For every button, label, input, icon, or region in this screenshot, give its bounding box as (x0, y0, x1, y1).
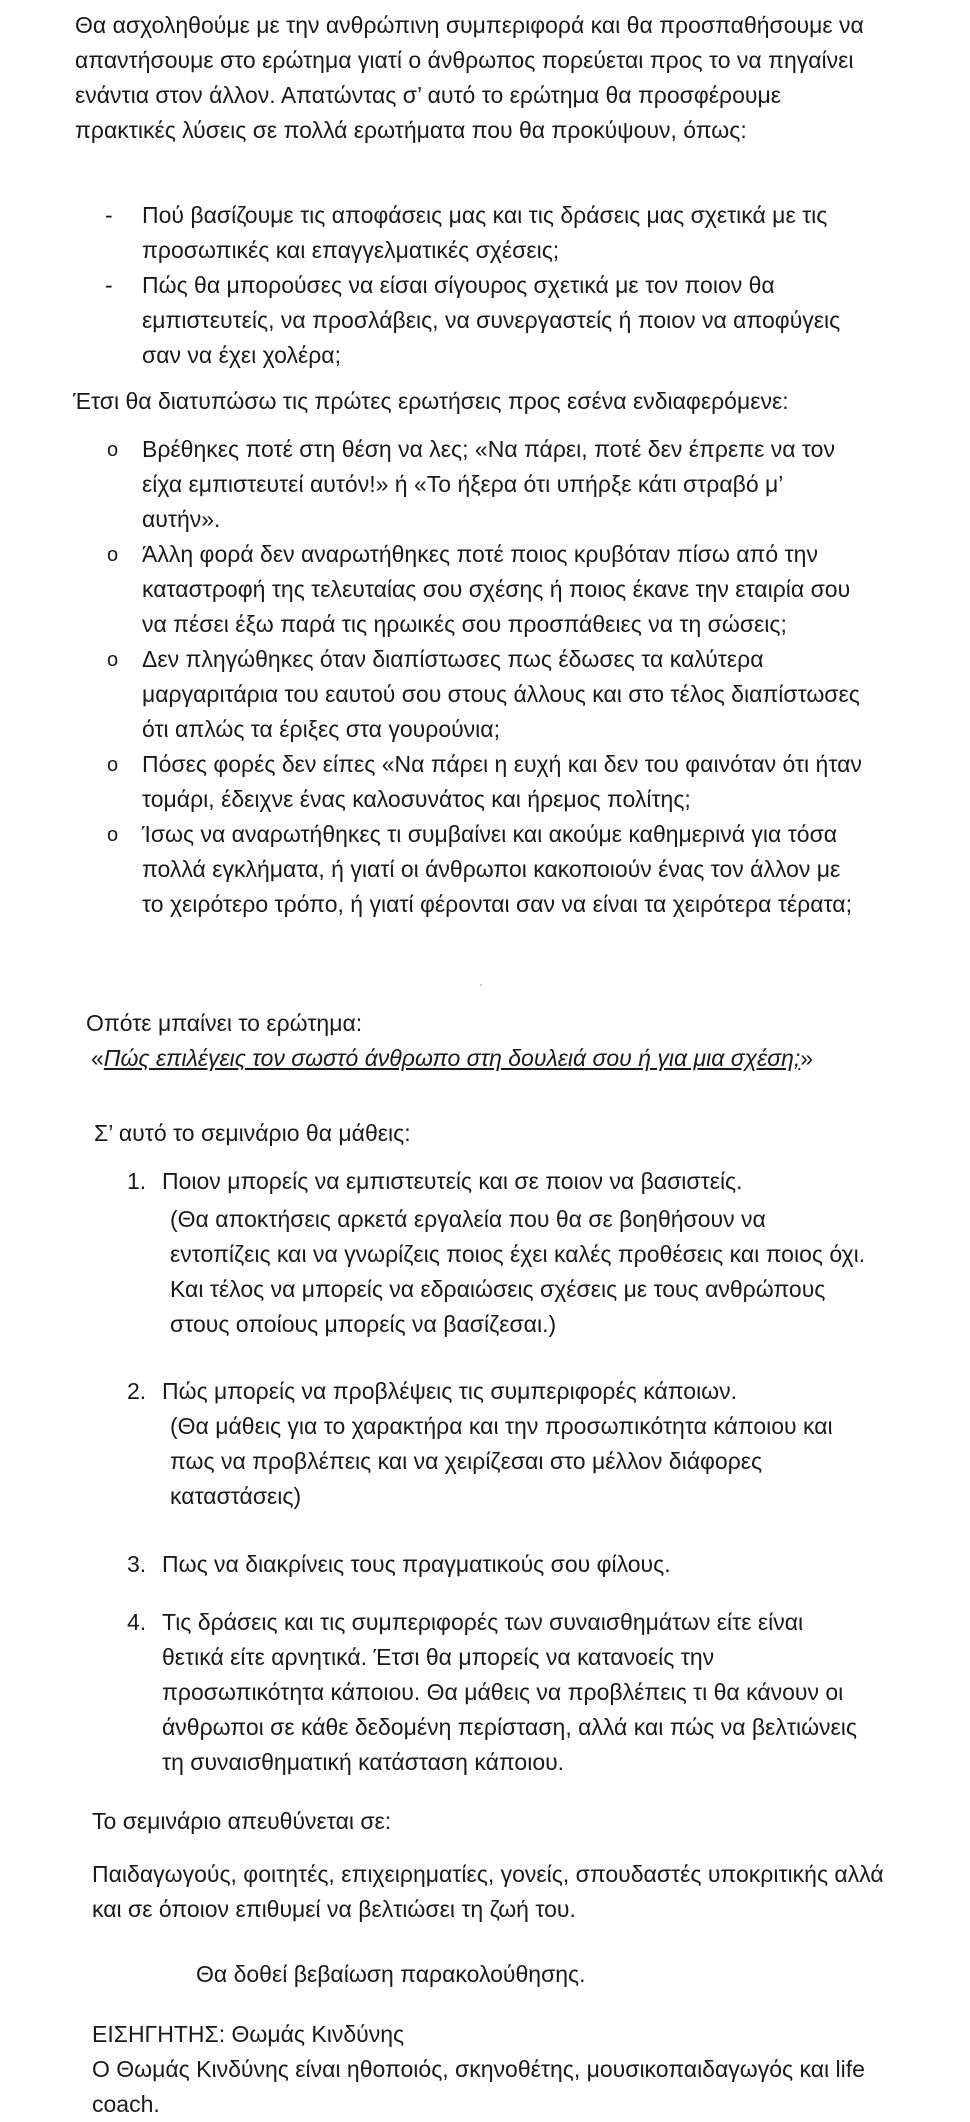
intro-paragraph: Θα ασχοληθούμε με την ανθρώπινη συμπεριφορά και θα προσπαθήσουμε να απαντήσουμε στο ερώτημα γιατί ο άνθρωπος πορεύεται προς το να πηγαίνει ενάντια στον άλλον. Απατώντας σ’ αυτό το ερώτημα θα προσφέρουμε πρακτικές λύσεις σε πολλά ερωτήματα που θα προκύψουν, όπως: (75, 12, 864, 143)
list-item-text: Ίσως να αναρωτήθηκες τι συμβαίνει και ακούμε καθημερινά για τόσα πολλά εγκλήματα, ή γιατί οι άνθρωποι κακοποιούν ένας τον άλλον με το χειρότερο τρόπο, ή γιατί φέρονται σαν να είναι τα χειρότερα τέρατα; (142, 821, 852, 917)
list-item-text: Πού βασίζουμε τις αποφάσεις μας και τις δράσεις μας σχετικά με τις προσωπικές και επαγγελματικές σχέσεις; (142, 202, 828, 263)
item-number: 4. (127, 1609, 147, 1635)
list-item-text: Πόσες φορές δεν είπες «Να πάρει η ευχή και δεν του φαινόταν ότι ήταν τομάρι, έδειχνε ένας καλοσυνάτος και ήρεμος πολίτης; (142, 751, 862, 812)
list-item (127, 1374, 867, 1514)
key-question-lead: Οπότε μπαίνει το ερώτημα: (86, 1010, 363, 1036)
item-title: Πως να διακρίνεις τους πραγματικούς σου φίλους. (162, 1551, 671, 1577)
audience-lead: Το σεμινάριο απευθύνεται σε: (92, 1808, 392, 1834)
list-item (127, 1605, 867, 1780)
item-number: 3. (127, 1551, 147, 1577)
item-detail: (Θα αποκτήσεις αρκετά εργαλεία που θα σε βοηθήσουν να εντοπίζεις και να γνωρίζεις ποιος έχει καλές προθέσεις και ποιος όχι. Και τέλος να μπορείς να εδραιώσεις σχέσεις με τους ανθρώπους στους οποίους μπορείς να βασίζεσαι.) (170, 1206, 866, 1337)
list-item (127, 1547, 867, 1582)
list-item (106, 537, 866, 642)
circle-list (106, 432, 866, 922)
list-item (106, 432, 866, 537)
list-item (105, 198, 865, 268)
list-item-text: Άλλη φορά δεν αναρωτήθηκες ποτέ ποιος κρυβόταν πίσω από την καταστροφή της τελευταίας σου σχέσης ή ποιος έκανε την εταιρία σου να πέσει έξω παρά τις ηρωικές σου προσπάθειες να τη σώσεις; (142, 541, 851, 637)
item-title: Ποιον μπορείς να εμπιστευτείς και σε ποιον να βασιστείς. (162, 1168, 743, 1194)
circle-bullet: o (107, 439, 119, 461)
circle-bullet: o (107, 754, 119, 776)
quote-open: « (91, 1045, 104, 1071)
speaker-bio: Ο Θωμάς Κινδύνης είναι ηθοποιός, σκηνοθέτης, μουσικοπαιδαγωγός και life coach. (92, 2056, 865, 2117)
learn-item-2 (127, 1374, 867, 1514)
dash-bullet: - (105, 202, 113, 228)
list-item (127, 1164, 867, 1342)
stray-dot (480, 984, 482, 986)
item-number: 1. (127, 1168, 147, 1194)
certificate-note: Θα δοθεί βεβαίωση παρακολούθησης. (196, 1961, 586, 1987)
list-item (105, 268, 865, 373)
item-number: 2. (127, 1378, 147, 1404)
list-item-text: Βρέθηκες ποτέ στη θέση να λες; «Να πάρει, ποτέ δεν έπρεπε να τον είχα εμπιστευτεί αυτόν!» ή «Το ήξερα ότι υπήρξε κάτι στραβό μ’ αυτήν». (142, 436, 835, 532)
list-item-text: Δεν πληγώθηκες όταν διαπίστωσες πως έδωσες τα καλύτερα μαργαριτάρια του εαυτού σου στους άλλους και στο τέλος διαπίστωσες ότι απλώς τα έριξες στα γουρούνια; (142, 646, 860, 742)
speaker-line: ΕΙΣΗΓΗΤΗΣ: Θωμάς Κινδύνης (92, 2021, 405, 2047)
dash-list (105, 198, 865, 373)
list-item (106, 747, 866, 817)
learn-item-3 (127, 1547, 867, 1582)
audience-text: Παιδαγωγούς, φοιτητές, επιχειρηματίες, γονείς, σπουδαστές υποκριτικής αλλά και σε όποιον επιθυμεί να βελτιώσει τη ζωή του. (92, 1861, 884, 1922)
item-detail: (Θα μάθεις για το χαρακτήρα και την προσωπικότητα κάποιου και πως να προβλέπεις και να χειρίζεσαι στο μέλλον διάφορες καταστάσεις) (170, 1413, 833, 1509)
learn-item-4 (127, 1605, 867, 1780)
seminar-lead: Σ’ αυτό το σεμινάριο θα μάθεις: (94, 1120, 411, 1146)
circle-bullet: o (107, 544, 119, 566)
item-title: Πώς μπορείς να προβλέψεις τις συμπεριφορές κάποιων. (162, 1378, 738, 1404)
circle-bullet: o (107, 649, 119, 671)
key-question-text: Πώς επιλέγεις τον σωστό άνθρωπο στη δουλειά σου ή για μια σχέση; (103, 1045, 801, 1071)
quote-close: » (800, 1045, 814, 1071)
list-item-text: Πώς θα μπορούσες να είσαι σίγουρος σχετικά με τον ποιον θα εμπιστευτείς, να προσλάβεις, να συνεργαστείς ή ποιον να αποφύγεις σαν να έχει χολέρα; (142, 272, 841, 368)
item-title: Τις δράσεις και τις συμπεριφορές των συναισθημάτων είτε είναι θετικά είτε αρνητικά. Έτσι θα μπορείς να κατανοείς την προσωπικότητα κάποιου. Θα μάθεις να προβλέπεις τι θα κάνουν οι άνθρωποι σε κάθε δεδομένη περίσταση, αλλά και πώς να βελτιώνεις τη συναισθηματική κατάσταση κάποιου. (162, 1609, 857, 1775)
key-question (91, 1041, 813, 1076)
circle-bullet: o (107, 824, 119, 846)
dash-bullet: - (105, 272, 113, 298)
list-item (106, 817, 866, 922)
questions-lead: Έτσι θα διατυπώσω τις πρώτες ερωτήσεις προς εσένα ενδιαφερόμενε: (73, 388, 789, 414)
learn-item-1 (127, 1164, 867, 1342)
list-item (106, 642, 866, 747)
